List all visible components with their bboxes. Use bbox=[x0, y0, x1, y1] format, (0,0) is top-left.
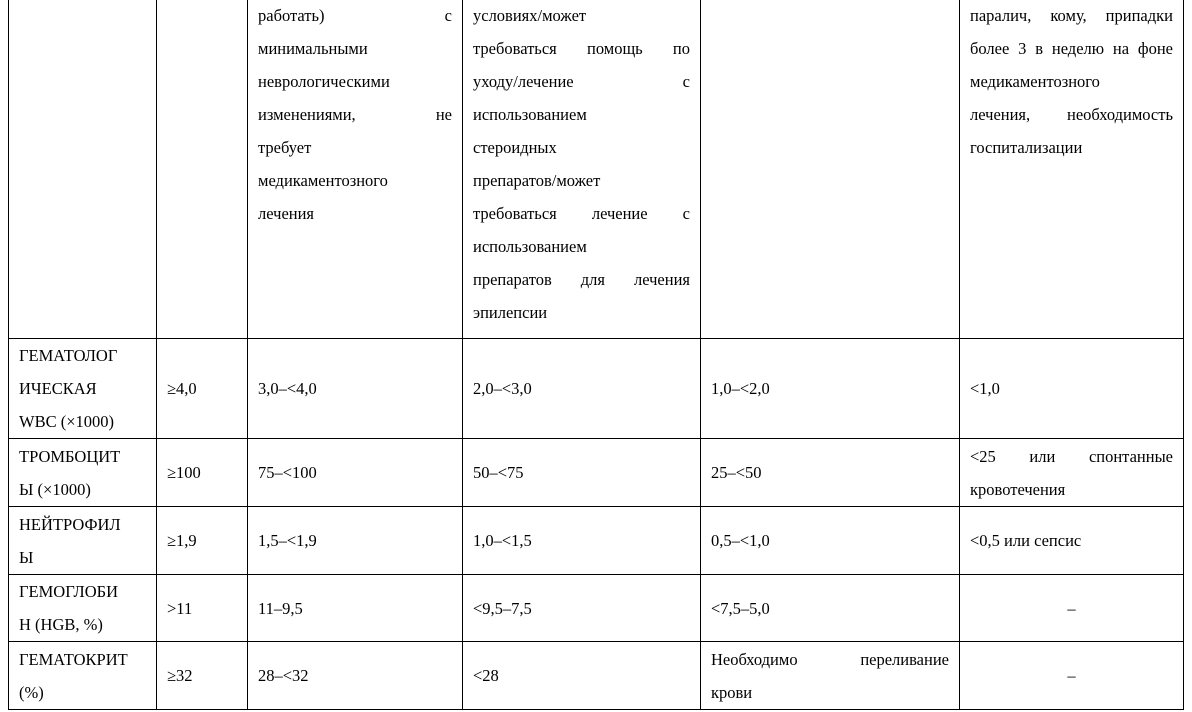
toxicity-grading-table bbox=[8, 0, 1184, 710]
grade-1-value: 11–9,5 bbox=[248, 575, 463, 642]
parameter-name bbox=[9, 339, 157, 439]
text-line: госпитализации bbox=[970, 138, 1083, 157]
grade-4-value: <0,5 или сепсис bbox=[960, 507, 1184, 575]
text-line: работать) с bbox=[258, 6, 452, 25]
normal-value: ≥1,9 bbox=[157, 507, 248, 575]
normal-value: ≥32 bbox=[157, 642, 248, 710]
table-row-wbc bbox=[9, 339, 1184, 439]
grade-2-value: 50–<75 bbox=[463, 439, 701, 507]
text-line: условиях/может bbox=[473, 6, 587, 25]
normal-value: >11 bbox=[157, 575, 248, 642]
grade-1-value: 75–<100 bbox=[248, 439, 463, 507]
text-line: Ы (×1000) bbox=[19, 479, 91, 499]
normal-cell bbox=[157, 0, 248, 339]
text-line: ГЕМОГЛОБИ bbox=[19, 582, 118, 601]
grade-3-value: 0,5–<1,0 bbox=[701, 507, 960, 575]
grade-1-cell bbox=[248, 0, 463, 339]
text-line: ИЧЕСКАЯ bbox=[19, 379, 97, 398]
grade-1-value: 1,5–<1,9 bbox=[248, 507, 463, 575]
text-line: использованием bbox=[473, 105, 587, 124]
normal-value: ≥100 bbox=[157, 439, 248, 507]
table-row-neutrophils bbox=[9, 507, 1184, 575]
parameter-name bbox=[9, 507, 157, 575]
parameter-cell bbox=[9, 0, 157, 339]
grade-2-value: 2,0–<3,0 bbox=[463, 339, 701, 439]
table-row-hemoglobin bbox=[9, 575, 1184, 642]
text-line: требоваться лечение с bbox=[473, 204, 690, 223]
grade-3-value: 1,0–<2,0 bbox=[701, 339, 960, 439]
text-line: эпилепсии bbox=[473, 303, 548, 322]
grade-2-value: 1,0–<1,5 bbox=[463, 507, 701, 575]
grade-3-value bbox=[701, 642, 960, 710]
text-line: медикаментозного bbox=[258, 171, 388, 190]
text-line: крови bbox=[711, 682, 753, 702]
text-line: стероидных bbox=[473, 138, 557, 157]
text-line: Н (HGB, %) bbox=[19, 615, 103, 634]
grade-2-value: <28 bbox=[463, 642, 701, 710]
text-line: <25 или спонтанные bbox=[970, 446, 1173, 466]
text-line: кровотечения bbox=[970, 479, 1066, 499]
text-line: ТРОМБОЦИТ bbox=[19, 446, 121, 466]
grade-3-cell bbox=[701, 0, 960, 339]
normal-value: ≥4,0 bbox=[157, 339, 248, 439]
grade-1-value: 28–<32 bbox=[248, 642, 463, 710]
text-line: требует bbox=[258, 138, 312, 157]
grade-4-value bbox=[960, 439, 1184, 507]
grade-3-value: <7,5–5,0 bbox=[701, 575, 960, 642]
text-line: неврологическими bbox=[258, 72, 390, 91]
parameter-name bbox=[9, 642, 157, 710]
grade-1-value: 3,0–<4,0 bbox=[248, 339, 463, 439]
grade-4-value: – bbox=[960, 575, 1184, 642]
text-line: паралич, кому, припадки bbox=[970, 6, 1173, 25]
parameter-name bbox=[9, 575, 157, 642]
grade-4-cell bbox=[960, 0, 1184, 339]
text-line: ГЕМАТОЛОГ bbox=[19, 346, 118, 365]
grade-3-value: 25–<50 bbox=[701, 439, 960, 507]
text-line: лечения, необходимость bbox=[970, 105, 1173, 124]
grade-2-value: <9,5–7,5 bbox=[463, 575, 701, 642]
text-line: ГЕМАТОКРИТ bbox=[19, 649, 128, 669]
text-line: НЕЙТРОФИЛ bbox=[19, 514, 121, 534]
text-line: Ы bbox=[19, 547, 34, 567]
grade-4-value: <1,0 bbox=[960, 339, 1184, 439]
text-line: требоваться помощь по bbox=[473, 39, 690, 58]
grade-4-value: – bbox=[960, 642, 1184, 710]
text-line: препаратов для лечения bbox=[473, 270, 690, 289]
text-line: минимальными bbox=[258, 39, 368, 58]
table-row-platelets bbox=[9, 439, 1184, 507]
parameter-name bbox=[9, 439, 157, 507]
text-line: препаратов/может bbox=[473, 171, 601, 190]
text-line: более 3 в неделю на фоне bbox=[970, 39, 1173, 58]
table-row-hematocrit bbox=[9, 642, 1184, 710]
text-line: лечения bbox=[258, 204, 315, 223]
text-line: (%) bbox=[19, 682, 44, 702]
text-line: Необходимо переливание bbox=[711, 649, 949, 669]
continuation-row bbox=[9, 0, 1184, 339]
text-line: медикаментозного bbox=[970, 72, 1100, 91]
text-line: использованием bbox=[473, 237, 587, 256]
grade-2-cell bbox=[463, 0, 701, 339]
text-line: уходу/лечение с bbox=[473, 72, 690, 91]
text-line: изменениями, не bbox=[258, 105, 452, 124]
text-line: WBC (×1000) bbox=[19, 412, 115, 431]
